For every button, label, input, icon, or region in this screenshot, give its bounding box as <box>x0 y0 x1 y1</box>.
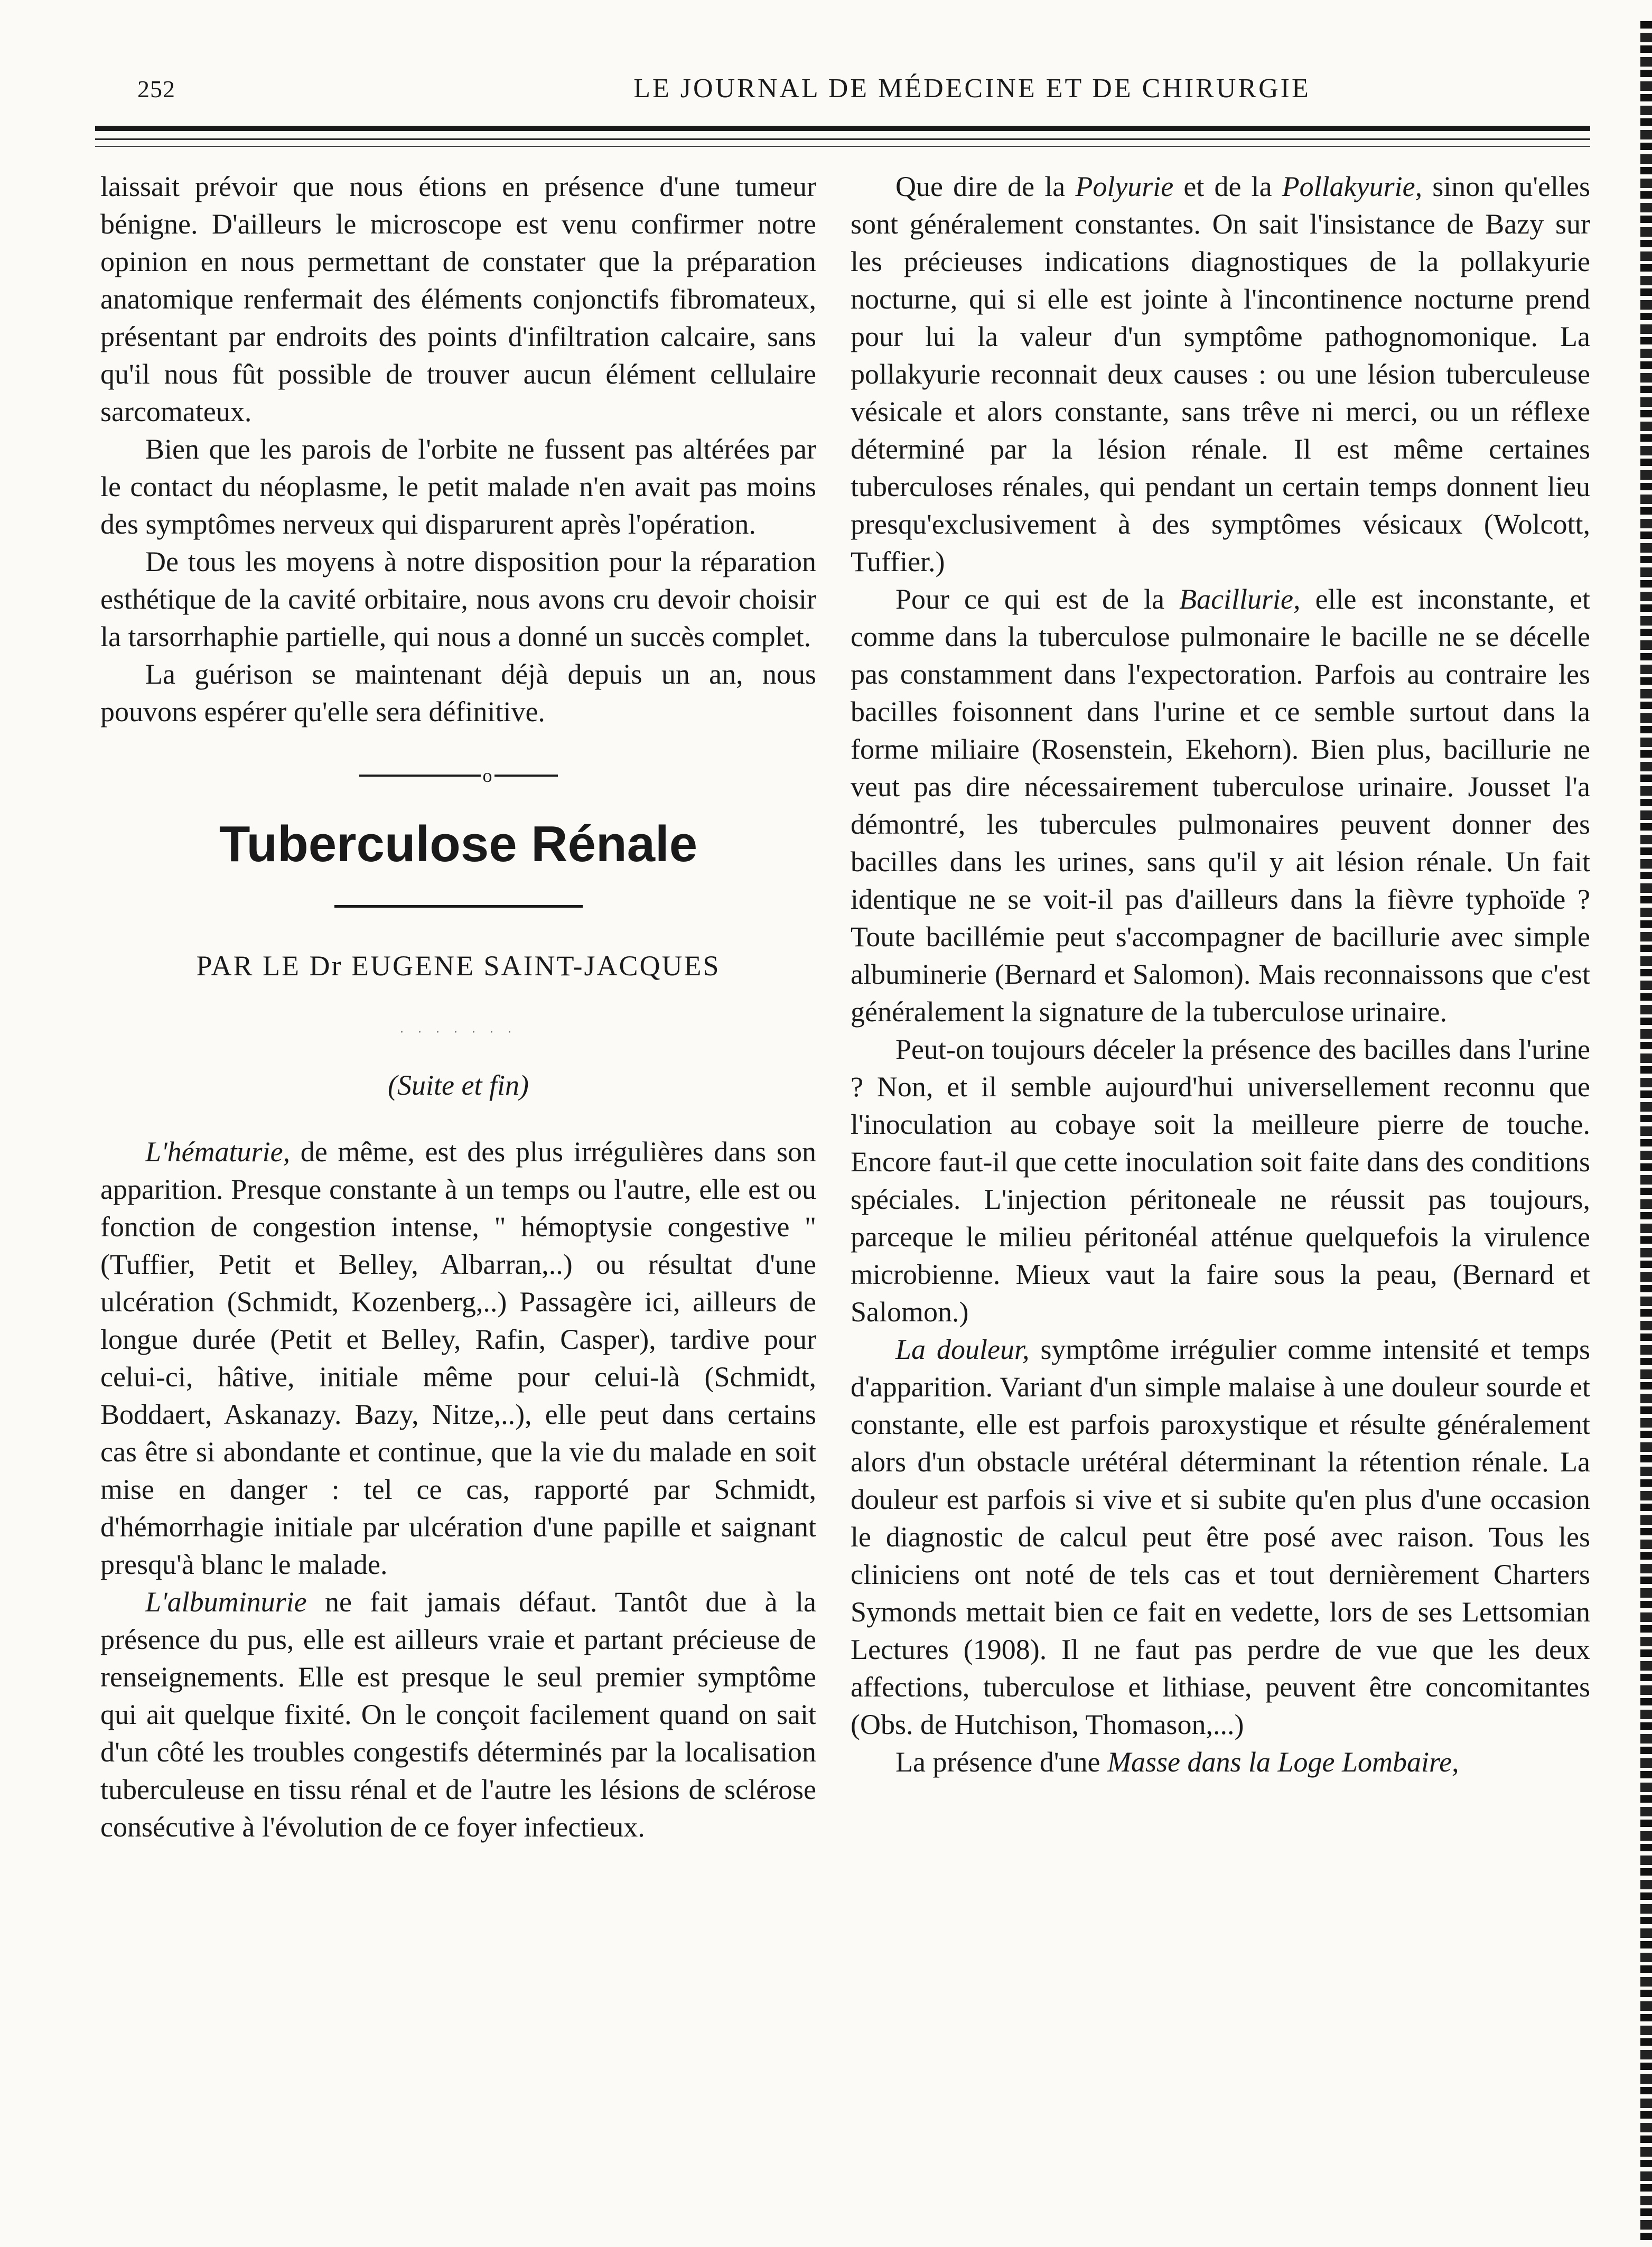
hematuria-text: de même, est des plus irrégulières dans son apparition. Presque constante à un temps ou l'autre, elle est ou fonction de congestion intense, " hémoptysie congestive " (Tuffier, Petit et Belley, Albarran,..) ou résultat d'une ulcération (Schmidt, Kozenberg,..) Passagère ici, ailleurs de longue durée (Petit et Belley, Rafin, Casper), tardive pour celui-ci, hâtive, initiale même pour celui-là (Schmidt, Boddaert, Askanazy. Bazy, Nitze,..), elle peut dans certains cas être si abondante et continue, que la vie du malade en soit mise en danger : tel ce cas, rapporté par Schmidt, d'hémorrhagie initiale par ulcération d'une papille et saignant presqu'à blanc le malade. <box>100 1136 816 1580</box>
left-column <box>100 168 816 1846</box>
article-byline: PAR LE Dr EUGENE SAINT-JACQUES <box>196 950 721 982</box>
polyuria-text: sinon qu'elles sont généralement constantes. On sait l'insistance de Bazy sur les précieuses indications diagnostiques de la pollakyurie nocturne, qui si elle est jointe à l'incontinence nocturne prend pour lui la valeur d'un symptôme pathognomonique. La pollakyurie reconnait deux causes : ou une lésion tuberculeuse vésicale et alors constante, sans trêve ni merci, ou un réflexe déterminé par la lésion rénale. Il est même certaines tuberculoses rénales, qui pendant un certain temps donnent lieu presqu'exclusivement à des symptômes vésicaux (Wolcott, Tuffier.) <box>851 171 1591 577</box>
header-rule-hairline <box>95 146 1590 147</box>
separator-line-right <box>494 775 558 777</box>
byline-ornament: · · · · · · · <box>399 1025 517 1039</box>
paragraph-orbit-walls: Bien que les parois de l'orbite ne fussent pas altérées par le contact du néoplasme, le petit malade n'en avait pas moins des symptômes nerveux qui disparurent après l'opération. <box>100 433 816 540</box>
paragraph-tarsorrhaphy: De tous les moyens à notre disposition pour la réparation esthétique de la cavité orbitaire, nous avons cru devoir choisir la tarsorrhaphie partielle, qui nous a donné un succès complet. <box>100 546 816 652</box>
term-pain: La douleur, <box>895 1334 1030 1365</box>
paragraph-polyuria <box>851 168 1590 581</box>
article-subtitle: (Suite et fin) <box>388 1069 529 1101</box>
bacilluria-text: elle est inconstante, et comme dans la tuberculose pulmonaire le bacille ne se décelle pas constamment dans l'expectoration. Parfois au contraire les bacilles foisonnent dans l'urine et ce semble surtout dans la forme miliaire (Rosenstein, Ekehorn). Bien plus, bacillurie ne veut pas dire nécessairement tuberculose urinaire. Jousset l'a démontré, les tubercules pulmonaires peuvent donner des bacilles dans les urines, sans qu'il y ait lésion rénale. Un fait identique ne se voit-il pas d'ailleurs dans la fièvre typhoïde ? Toute bacillémie peut s'accompagner de bacillurie avec simple albuminerie (Bernard et Salomon). Mais reconnaissons que c'est généralement la signature de la tuberculose urinaire. <box>851 583 1590 1028</box>
separator-line-left <box>359 775 481 777</box>
term-pollakyuria: Pollakyurie, <box>1282 171 1423 202</box>
title-rule <box>334 905 583 908</box>
paragraph-albuminuria <box>100 1583 816 1846</box>
term-albuminuria: L'albuminurie <box>145 1586 307 1618</box>
section-separator <box>100 765 816 786</box>
paragraph-detection: Peut-on toujours déceler la présence des bacilles dans l'urine ? Non, et il semble aujourd'hui universellement reconnu que l'inoculation au cobaye soit la meilleure pierre de touche. Encore faut-il que cette inoculation soit faite dans des conditions spéciales. L'injection péritoneale ne réussit pas toujours, parceque le milieu péritonéal atténue quelquefois la virulence microbienne. Mieux vaut la faire sous la peau, (Bernard et Salomon.) <box>851 1033 1590 1328</box>
term-polyuria: Polyurie <box>1075 171 1174 202</box>
term-bacilluria: Bacillurie, <box>1179 583 1301 615</box>
right-column <box>851 168 1590 1781</box>
header-rule-thick <box>95 126 1590 131</box>
running-title: LE JOURNAL DE MÉDECINE ET DE CHIRURGIE <box>633 73 1311 104</box>
mass-pre: La présence d'une <box>895 1746 1108 1778</box>
term-lumbar-mass: Masse dans la Loge Lombaire, <box>1107 1746 1459 1778</box>
article-title: Tuberculose Rénale <box>219 816 698 872</box>
paragraph-lumbar-mass <box>851 1743 1590 1781</box>
polyuria-pre: Que dire de la <box>895 171 1076 202</box>
polyuria-mid: et de la <box>1173 171 1282 202</box>
paragraph-pain <box>851 1331 1590 1743</box>
bacilluria-pre: Pour ce qui est de la <box>895 583 1180 615</box>
paragraph-bacilluria <box>851 581 1590 1031</box>
albuminuria-text: ne fait jamais défaut. Tantôt due à la présence du pus, elle est ailleurs vraie et partant précieuse de renseignements. Elle est presque le seul premier symptôme qui ait quelque fixité. On le conçoit facilement quand on sait d'un côté les troubles congestifs déterminés par la localisation tuberculeuse en tissu rénal et de l'autre les lésions de sclérose consécutive à l'évolution de ce foyer infectieux. <box>100 1586 816 1843</box>
paragraph-recovery: La guérison se maintenant déjà depuis un an, nous pouvons espérer qu'elle sera définitive. <box>100 658 816 728</box>
binding-edge <box>1640 21 1652 2240</box>
paragraph-hematuria <box>100 1133 816 1583</box>
term-hematuria: L'hématurie, <box>145 1136 291 1168</box>
header-rule-thin <box>95 138 1590 140</box>
page-number: 252 <box>137 76 175 102</box>
separator-mark: o <box>482 765 492 786</box>
pain-text: symptôme irrégulier comme intensité et temps d'apparition. Variant d'un simple malaise à une douleur sourde et constante, elle est parfois paroxystique et résulte généralement alors d'un obstacle urétéral déterminant la rétention rénale. La douleur est parfois si vive et si subite qu'en plus d'une occasion le diagnostic de calcul peut être posé avec raison. Tous les cliniciens ont noté de tels cas et tout dernièrement Charters Symonds mettait bien ce fait en vedette, lors de ses Lettsomian Lectures (1908). Il ne faut pas perdre de vue que les deux affections, tuberculose et lithiase, peuvent être concomitantes (Obs. de Hutchison, Thomason,...) <box>851 1334 1590 1740</box>
page-header <box>106 63 1585 111</box>
paragraph-tumor-conclusion: laissait prévoir que nous étions en présence d'une tumeur bénigne. D'ailleurs le microscope est venu confirmer notre opinion en nous permettant de constater que la préparation anatomique renfermait des éléments conjonctifs fibromateux, présentant par endroits des points d'infiltration calcaire, sans qu'il nous fût possible de trouver aucun élément cellulaire sarcomateux. <box>100 171 816 427</box>
